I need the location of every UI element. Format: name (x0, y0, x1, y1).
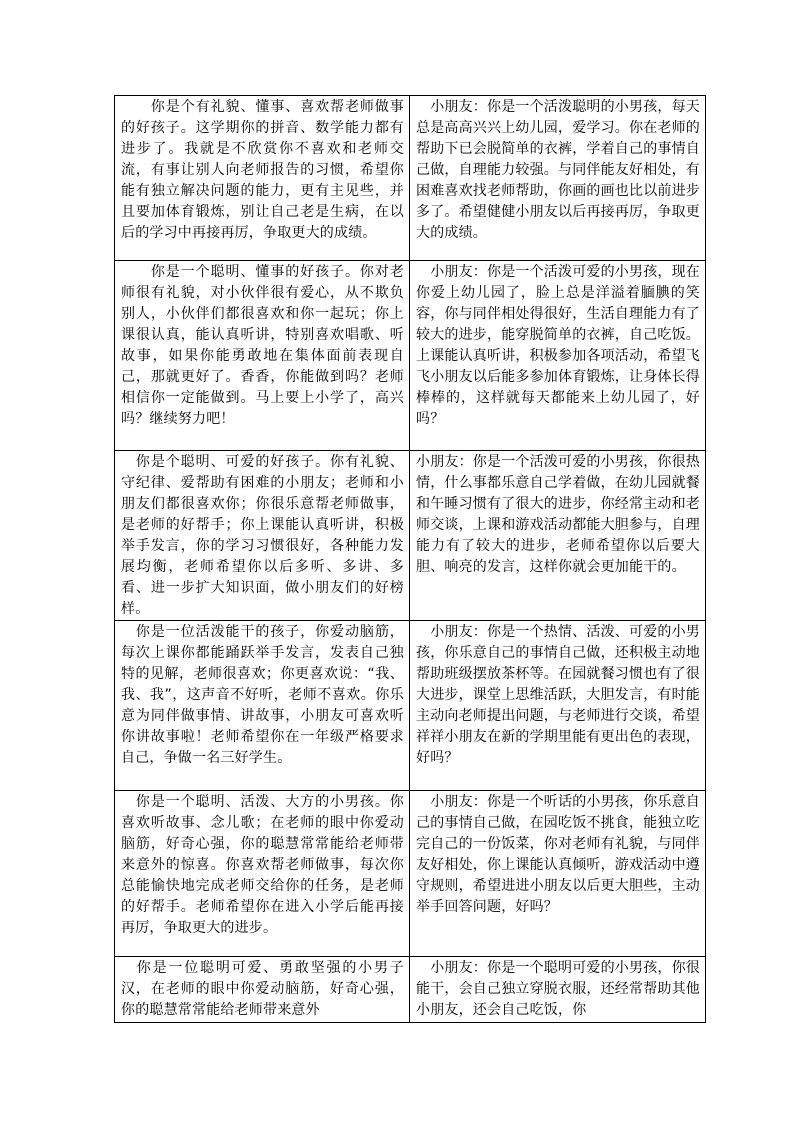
comment-cell-right (410, 791, 706, 957)
comment-cell-right (410, 96, 706, 261)
comment-cell-left (115, 96, 410, 261)
comment-text: 小朋友：你是一个聪明可爱的小男孩，你很能干，会自己独立穿脱衣服，还经常帮助其他小朋友，还会自己吃饭，你 (416, 960, 700, 1018)
comment-text: 你是一位聪明可爱、勇敢坚强的小男子汉，在老师的眼中你爱动脑筋，好奇心强，你的聪慧常常能给老师带来意外 (121, 960, 404, 1018)
comment-text: 小朋友：你是一个听话的小男孩，你乐意自己的事情自己做，在园吃饭不挑食，能独立吃完自己的一份饭菜，你对老师有礼貌，与同伴友好相处，你上课能认真倾听，游戏活动中遵守规则，希望进进小朋友以后更大胆些，主动举手回答问题，好吗？ (416, 794, 700, 915)
comment-text: 你是一个聪明、活泼、大方的小男孩。你喜欢听故事、念儿歌；在老师的眼中你爱动脑筋，好奇心强，你的聪慧常常能给老师带来意外的惊喜。你喜欢帮老师做事，每次你总能愉快地完成老师交给你的任务，是老师的好帮手。老师希望你在进入小学后能再接再厉，争取更大的进步。 (121, 794, 404, 936)
comment-cell-right (410, 261, 706, 451)
comment-text: 小朋友：你是一个活泼可爱的小男孩，你很热情，什么事都乐意自己学着做，在幼儿园就餐和午睡习惯有了很大的进步，你经常主动和老师交谈，上课和游戏活动都能大胆参与，自理能力有了较大的进步，老师希望你以后要大胆、响亮的发言，这样你就会更加能干的。 (416, 454, 700, 575)
comment-cell-right (410, 957, 706, 1023)
table-row (115, 621, 706, 791)
comment-cell-left (115, 621, 410, 791)
comment-text: 你是一个聪明、懂事的好孩子。你对老师很有礼貌，对小伙伴很有爱心，从不欺负别人，小伙伴们都很喜欢和你一起玩；你上课很认真，能认真听讲，特别喜欢唱歌、听故事，如果你能勇敢地在集体面前表现自己，那就更好了。香香，你能做到吗？老师相信你一定能做到。马上要上小学了，高兴吗？继续努力吧！ (121, 264, 404, 427)
comments-table (114, 95, 706, 1023)
comment-text: 小朋友：你是一个活泼聪明的小男孩，每天总是高高兴兴上幼儿园，爱学习。你在老师的帮助下已会脱简单的衣裤，学着自己的事情自己做，自理能力较强。与同伴能友好相处，有困难喜欢找老师帮助，你画的画也比以前进步多了。希望健健小朋友以后再接再厉，争取更大的成绩。 (416, 99, 700, 241)
comment-cell-left (115, 451, 410, 621)
comment-text: 你是个聪明、可爱的好孩子。你有礼貌、守纪律、爱帮助有困难的小朋友；老师和小朋友们都很喜欢你；你很乐意帮老师做事，是老师的好帮手；你上课能认真听讲，积极举手发言，你的学习习惯很好，各种能力发展均衡，老师希望你以后多听、多讲、多看、进一步扩大知识面，做小朋友们的好榜样。 (121, 454, 404, 617)
comment-cell-left (115, 791, 410, 957)
table-row (115, 791, 706, 957)
table-row (115, 261, 706, 451)
comment-text: 小朋友：你是一个活泼可爱的小男孩，现在你爱上幼儿园了，脸上总是洋溢着腼腆的笑容，你与同伴相处得很好，生活自理能力有了较大的进步，能穿脱简单的衣裤，自己吃饭。上课能认真听讲，积极参加各项活动，希望飞飞小朋友以后能多参加体育锻炼，让身体长得棒棒的，这样就每天都能来上幼儿园了，好吗？ (416, 264, 700, 427)
comment-text: 你是个有礼貌、懂事、喜欢帮老师做事的好孩子。这学期你的拼音、数学能力都有进步了。我就是不欣赏你不喜欢和老师交流，有事让别人向老师报告的习惯，希望你能有独立解决问题的能力，更有主见些，并且要加体育锻炼，别让自己老是生病，在以后的学习中再接再厉，争取更大的成绩。 (121, 99, 404, 241)
comment-text: 小朋友：你是一个热情、活泼、可爱的小男孩，你乐意自己的事情自己做，还积极主动地帮助班级摆放茶杯等。在园就餐习惯也有了很大进步，课堂上思维活跃，大胆发言，有时能主动向老师提出问题，与老师进行交谈，希望祥祥小朋友在新的学期里能有更出色的表现，好吗？ (416, 624, 700, 766)
comment-cell-right (410, 451, 706, 621)
comment-text: 你是一位活泼能干的孩子，你爱动脑筋，每次上课你都能踊跃举手发言，发表自己独特的见解，老师很喜欢；你更喜欢说：“我、我、我”，这声音不好听，老师不喜欢。你乐意为同伴做事情、讲故事，小朋友可喜欢听你讲故事啦！老师希望你在一年级严格要求自己，争做一名三好学生。 (121, 624, 404, 766)
comment-cell-left (115, 261, 410, 451)
table-row (115, 96, 706, 261)
comment-cell-right (410, 621, 706, 791)
table-row (115, 957, 706, 1023)
table-row (115, 451, 706, 621)
comment-cell-left (115, 957, 410, 1023)
